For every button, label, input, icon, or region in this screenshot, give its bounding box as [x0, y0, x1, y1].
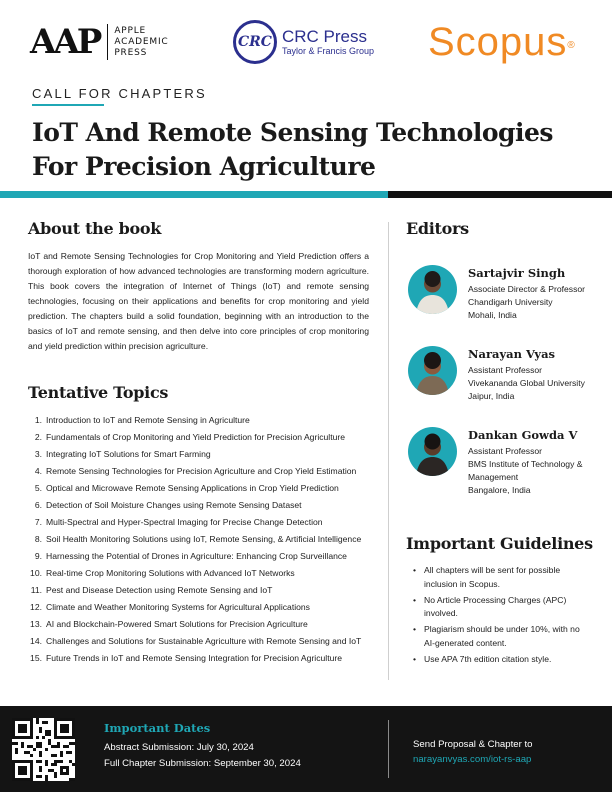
aap-line-1: APPLE [114, 25, 147, 36]
list-item [28, 549, 378, 566]
editor-info [468, 265, 612, 322]
editor-affiliation: BMS Institute of Technology & [468, 459, 583, 469]
list-number: 3. [34, 449, 42, 459]
editor-name: Sartajvir Singh [468, 266, 566, 280]
list-label: Challenges and Solutions for Sustainable Agriculture with Remote Sensing and IoT [46, 636, 362, 646]
crc-press-logo [233, 20, 374, 64]
editor-role: Assistant Professor [468, 365, 543, 375]
list-label: Optical and Microwave Remote Sensing Applications in Crop Yield Prediction [46, 483, 339, 493]
avatar [408, 427, 457, 476]
list-label: Climate and Weather Monitoring Systems for Agricultural Applications [46, 602, 310, 612]
topics-list [28, 413, 378, 668]
editor-location: Jaipur, India [468, 391, 515, 401]
list-number: 15. [30, 653, 42, 663]
list-label: Multi-Spectral and Hyper-Spectral Imaging for Precise Change Detection [46, 517, 323, 527]
dates-heading: Important Dates [104, 721, 211, 735]
accent-bar [0, 191, 388, 198]
list-number: 4. [34, 466, 42, 476]
crc-subtitle: Taylor & Francis Group [282, 46, 375, 56]
call-for-chapters-label: CALL FOR CHAPTERS [32, 86, 207, 101]
list-item [28, 600, 378, 617]
apple-academic-press-logo [30, 24, 184, 60]
list-number: 13. [30, 619, 42, 629]
abstract-deadline: Abstract Submission: July 30, 2024 [104, 742, 254, 753]
list-number: 8. [34, 534, 42, 544]
editor-name: Dankan Gowda V [468, 428, 578, 442]
qr-code[interactable] [12, 718, 75, 781]
editor-affiliation-cont: Management [468, 472, 519, 482]
footer-divider [388, 720, 389, 778]
editor-affiliation: Vivekananda Global University [468, 378, 585, 388]
dark-bar [388, 191, 612, 198]
list-item: • Plagiarism should be under 10%, with no AI-generated content. [410, 623, 585, 650]
registered-mark: ® [567, 40, 576, 51]
scopus-wordmark: Scopus [428, 20, 568, 64]
list-item [28, 430, 378, 447]
footer [0, 706, 612, 792]
list-label: Real-time Crop Monitoring Solutions with Advanced IoT Networks [46, 568, 295, 578]
editor-role: Associate Director & Professor [468, 284, 586, 294]
list-label: Harnessing the Potential of Drones in Agriculture: Enhancing Crop Surveillance [46, 551, 347, 561]
about-text: IoT and Remote Sensing Technologies for Crop Monitoring and Yield Prediction offers a thorough exploration of how advanced technologies are transforming modern agriculture. This book covers the integration of Internet of Things (IoT) and remote sensing technologies, focusing on their applications and benefits for crop monitoring and yield prediction. The chapters build a solid foundation, beginning with an introduction to the basics of IoT and remote sensing, and then delve into core principles of crop monitoring and yield prediction within precision agriculture. [28, 251, 369, 351]
list-label: Soil Health Monitoring Solutions using IoT, Remote Sensing, & Artificial Intelligence [46, 534, 362, 544]
list-number: 11. [30, 585, 42, 595]
avatar [408, 265, 457, 314]
list-number: 2. [34, 432, 42, 442]
list-item [28, 617, 378, 634]
important-dates [104, 721, 301, 772]
list-item [28, 566, 378, 583]
list-number: 6. [34, 500, 42, 510]
list-item [28, 481, 378, 498]
list-label: Detection of Soil Moisture Changes using Remote Sensing Dataset [46, 500, 302, 510]
aap-mark: AAP [30, 22, 100, 62]
crc-wordmark [282, 27, 374, 57]
list-number: 14. [30, 636, 42, 646]
aap-line-2: ACADEMIC [114, 36, 169, 47]
submission-contact [413, 737, 532, 767]
aap-line-3: PRESS [114, 47, 148, 58]
list-label: Fundamentals of Crop Monitoring and Yield Prediction for Precision Agriculture [46, 432, 346, 442]
crc-emblem: CRC [233, 20, 277, 64]
submission-link[interactable]: narayanvyas.com/iot-rs-aap [413, 754, 532, 765]
editor-location: Mohali, India [468, 310, 517, 320]
list-label: Introduction to IoT and Remote Sensing in Agriculture [46, 415, 250, 425]
list-item [28, 464, 378, 481]
list-item [28, 583, 378, 600]
list-item [28, 634, 378, 651]
list-item [28, 651, 378, 668]
chapter-deadline: Full Chapter Submission: September 30, 2024 [104, 758, 301, 769]
editor-info [468, 346, 612, 403]
topics-heading: Tentative Topics [28, 383, 169, 402]
list-item [28, 413, 378, 430]
editor-location: Bangalore, India [468, 485, 531, 495]
guidelines-heading: Important Guidelines [406, 534, 593, 553]
aap-separator [107, 24, 108, 60]
list-label: AI and Blockchain-Powered Smart Solutions for Precision Agriculture [46, 619, 308, 629]
list-item: • All chapters will be sent for possible inclusion in Scopus. [410, 564, 585, 591]
editor-info [468, 427, 612, 497]
aap-wordmark [114, 26, 184, 59]
list-label: Future Trends in IoT and Remote Sensing Integration for Precision Agriculture [46, 653, 343, 663]
editors-heading: Editors [406, 219, 469, 238]
list-label: Pest and Disease Detection using Remote Sensing and IoT [46, 585, 273, 595]
editor-affiliation: Chandigarh University [468, 297, 553, 307]
list-number: 10. [30, 568, 42, 578]
editor-name: Narayan Vyas [468, 347, 556, 361]
about-heading: About the book [28, 219, 162, 238]
list-number: 12. [30, 602, 42, 612]
editor-role: Assistant Professor [468, 446, 543, 456]
label-underline [32, 104, 104, 106]
crc-name: CRC Press [282, 27, 368, 46]
list-number: 1. [34, 415, 42, 425]
list-item [28, 498, 378, 515]
avatar [408, 346, 457, 395]
list-item [28, 447, 378, 464]
list-item [28, 532, 378, 549]
scopus-logo [428, 18, 576, 66]
list-label: Integrating IoT Solutions for Smart Farming [46, 449, 211, 459]
list-item: • Use APA 7th edition citation style. [410, 653, 585, 667]
guidelines-list [410, 564, 585, 669]
send-label: Send Proposal & Chapter to [413, 739, 533, 750]
book-title: IoT And Remote Sensing Technologies For Precision Agriculture [32, 118, 553, 181]
column-divider [388, 222, 389, 680]
list-number: 9. [34, 551, 42, 561]
publisher-logos [0, 18, 612, 68]
list-item [28, 515, 378, 532]
list-number: 5. [34, 483, 42, 493]
list-number: 7. [34, 517, 42, 527]
list-label: Remote Sensing Technologies for Precision Agriculture and Crop Yield Estimation [46, 466, 357, 476]
list-item: • No Article Processing Charges (APC) involved. [410, 594, 585, 621]
